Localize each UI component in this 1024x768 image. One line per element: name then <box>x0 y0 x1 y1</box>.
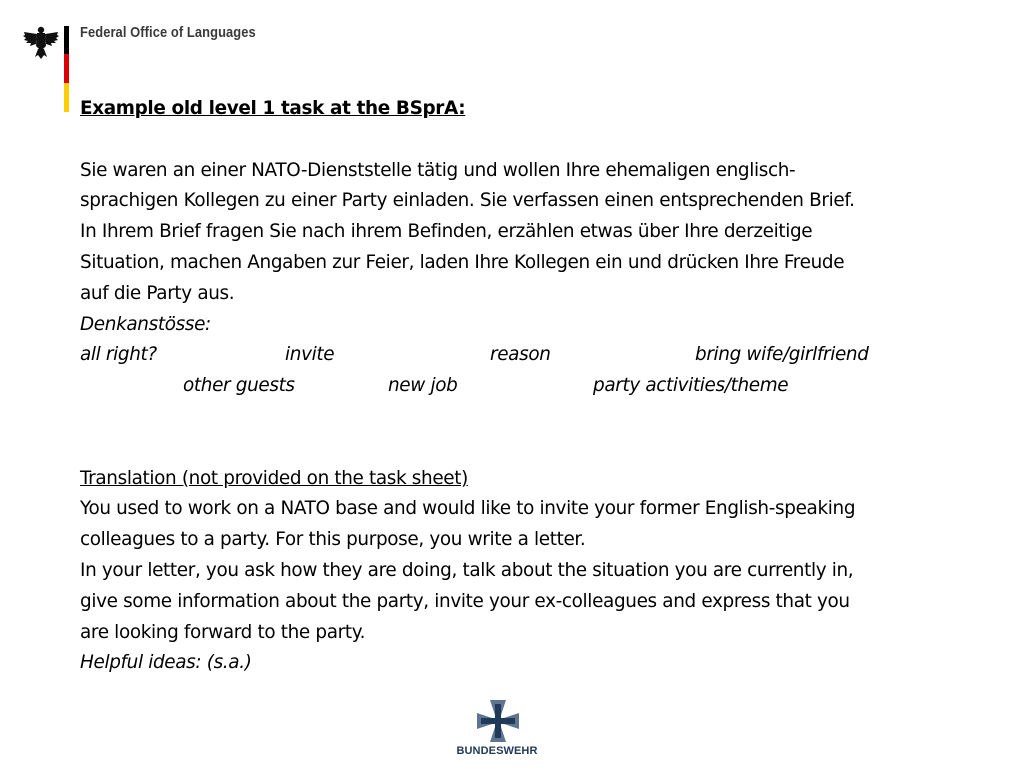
helpful-ideas: Helpful ideas: (s.a.) <box>80 652 252 674</box>
task-heading: Example old level 1 task at the BSprA: <box>80 98 466 119</box>
iron-cross-icon <box>477 700 519 742</box>
german-text-line: sprachigen Kollegen zu einer Party einladen. Sie verfassen einen entsprechenden Brief. <box>80 190 855 212</box>
idea-item: reason <box>490 344 551 366</box>
idea-item: party activities/theme <box>593 375 789 397</box>
bundeswehr-label: BUNDESWEHR <box>456 745 538 757</box>
german-text-line: Sie waren an einer NATO-Dienststelle tätig und wollen Ihre ehemaligen englisch- <box>80 159 796 181</box>
task-content <box>80 94 1010 679</box>
spacer <box>80 402 1010 433</box>
idea-item: bring wife/girlfriend <box>695 344 869 366</box>
idea-item: invite <box>285 344 335 366</box>
spacer <box>80 433 1010 464</box>
translation-text-line: are looking forward to the party. <box>80 621 366 643</box>
translation-text-line: In your letter, you ask how they are doing, talk about the situation you are currently in, <box>80 559 854 581</box>
translation-text-line: give some information about the party, invite your ex-colleagues and express that you <box>80 590 850 612</box>
german-text-line: auf die Party aus. <box>80 282 235 304</box>
idea-item: other guests <box>183 375 295 397</box>
idea-item: all right? <box>80 344 157 366</box>
office-name: Federal Office of Languages <box>80 24 256 41</box>
translation-heading: Translation (not provided on the task sheet) <box>80 467 468 489</box>
idea-item: new job <box>388 375 458 397</box>
ideas-row-2 <box>80 371 1010 402</box>
bundeswehr-logo <box>455 700 539 762</box>
translation-text-line: You used to work on a NATO base and would like to invite your former English-speaking <box>80 498 856 520</box>
german-text-line: In Ihrem Brief fragen Sie nach ihrem Befinden, erzählen etwas über Ihre derzeitige <box>80 221 813 243</box>
spacer <box>80 125 1010 156</box>
german-text-line: Situation, machen Angaben zur Feier, laden Ihre Kollegen ein und drücken Ihre Freude <box>80 251 845 273</box>
ideas-label: Denkanstösse: <box>80 313 211 335</box>
federal-eagle-icon <box>22 24 60 60</box>
ideas-row-1 <box>80 340 1010 371</box>
translation-text-line: colleagues to a party. For this purpose, you write a letter. <box>80 529 586 551</box>
german-flag-bar <box>64 26 69 112</box>
